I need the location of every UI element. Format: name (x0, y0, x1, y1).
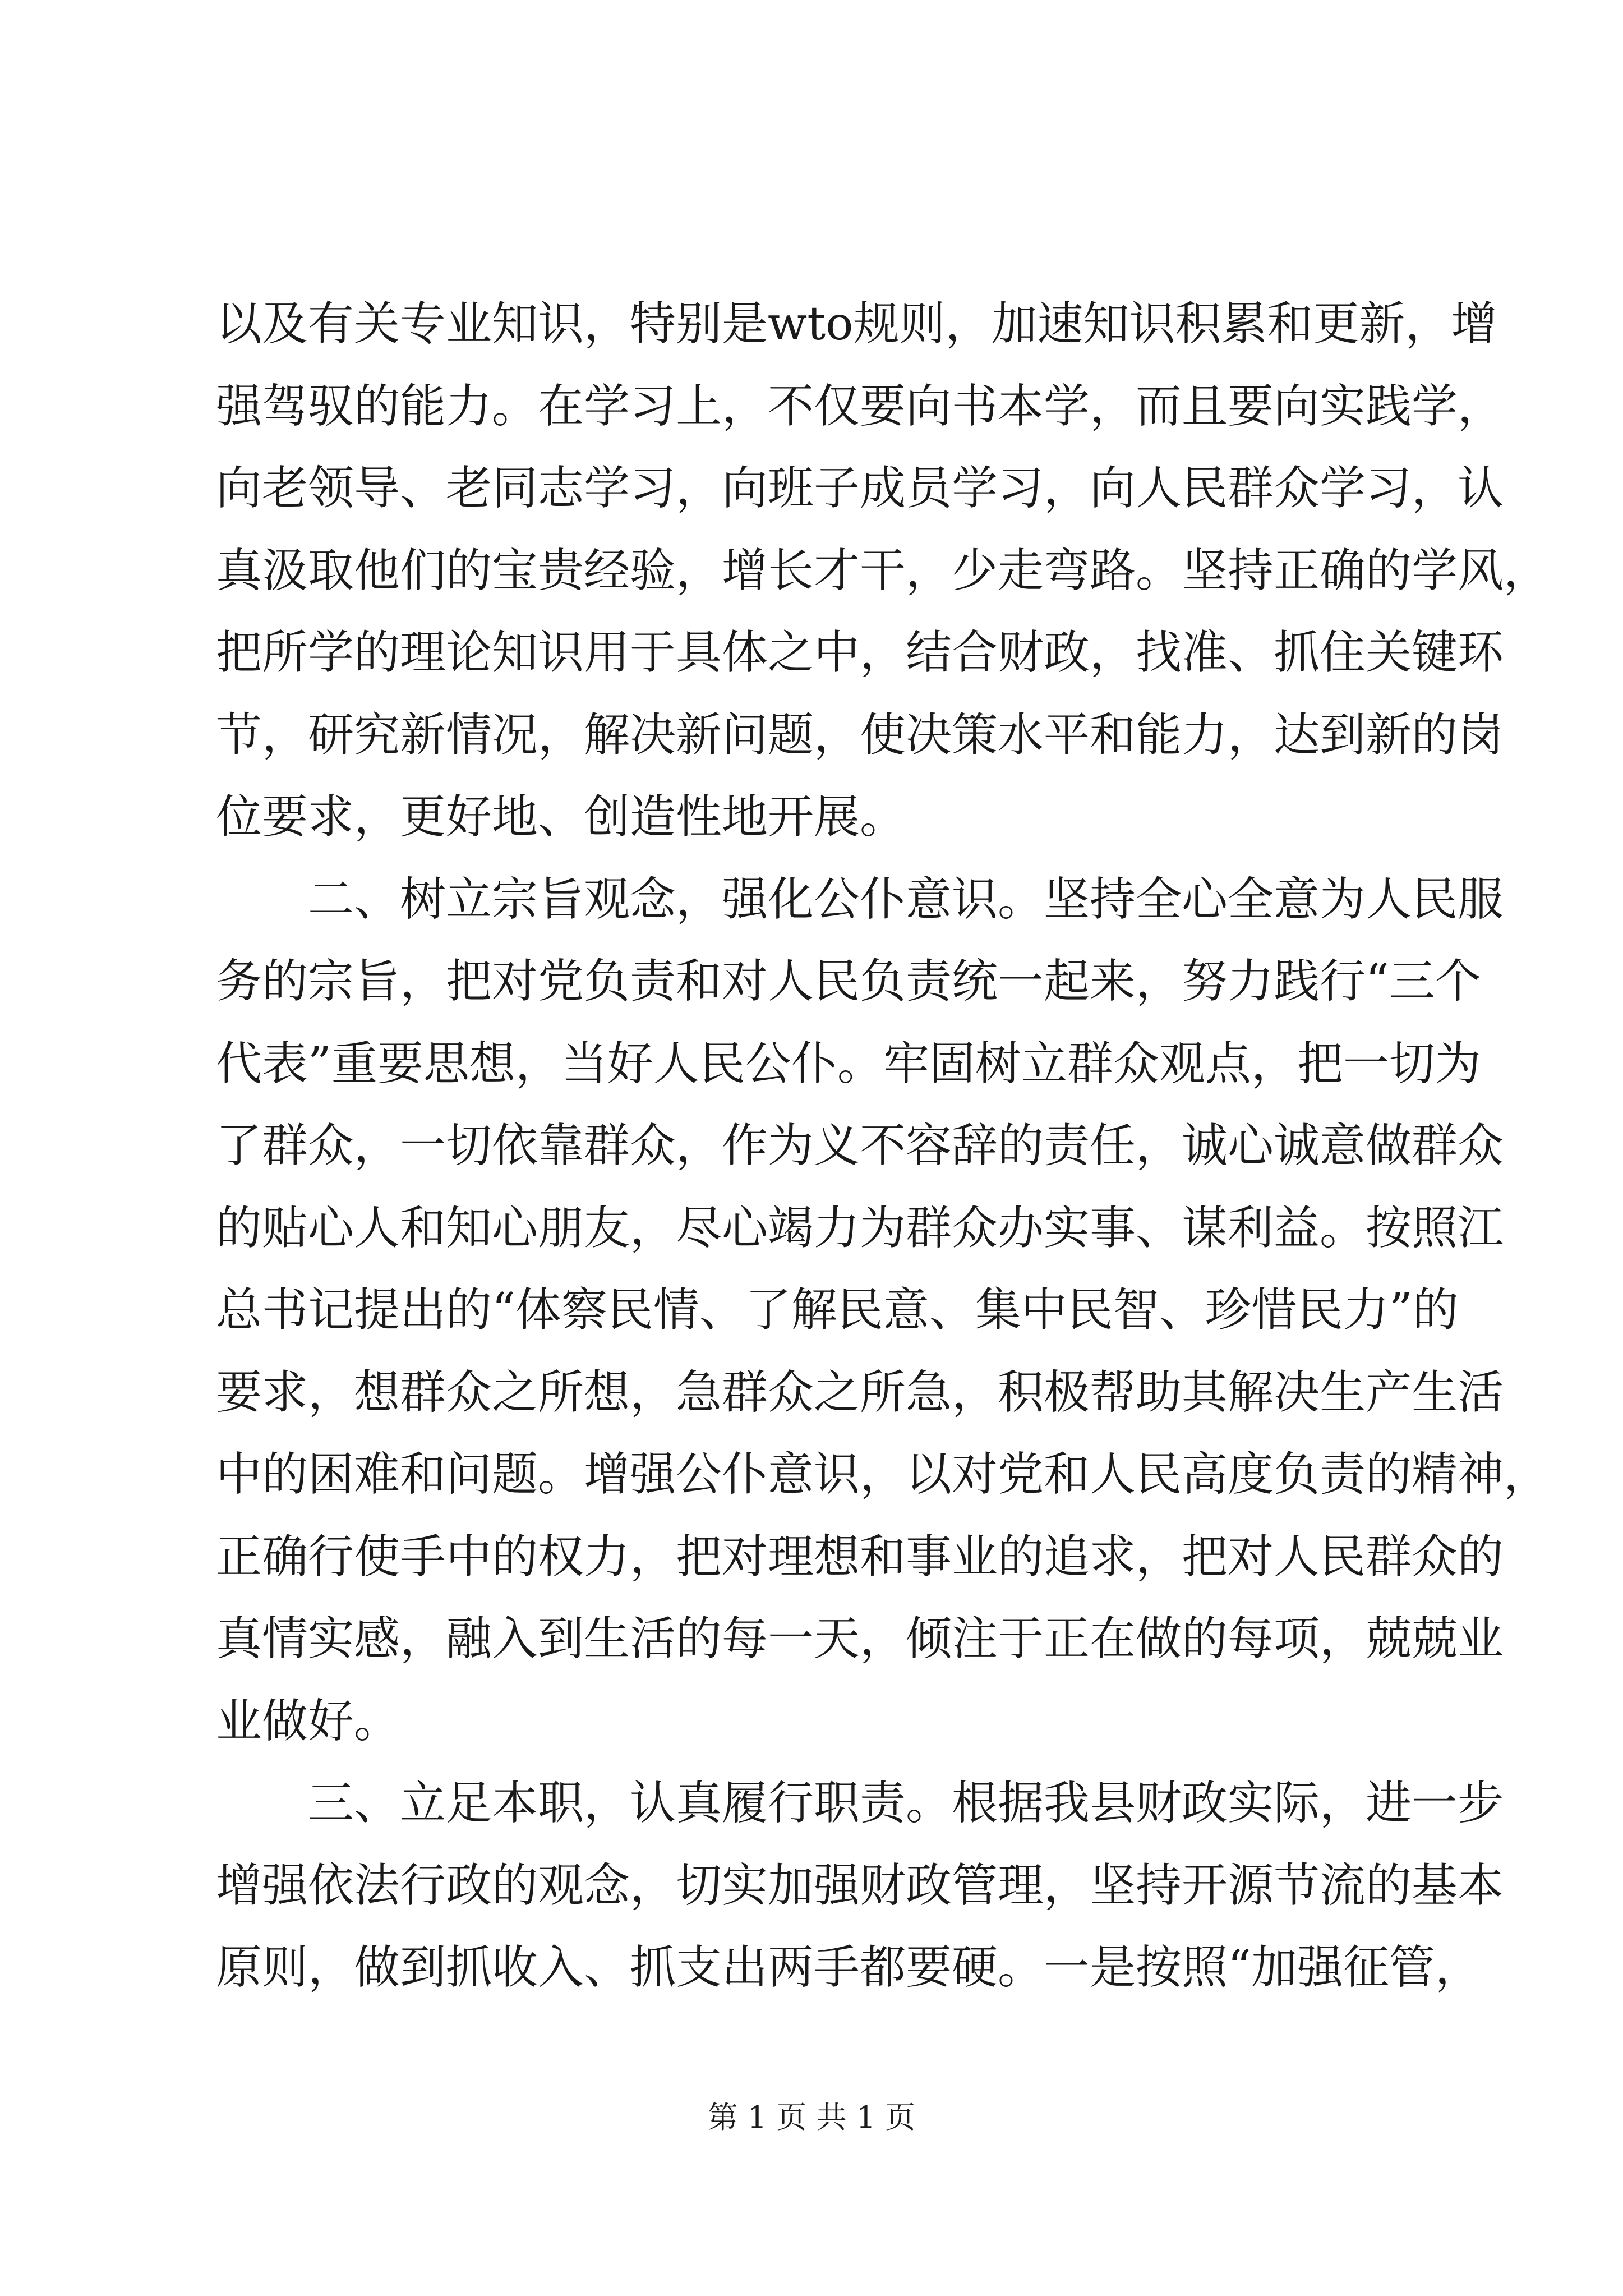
text-line: 要求，想群众之所想，急群众之所急，积极帮助其解决生产生活 (216, 1365, 1504, 1419)
text-line: 以及有关专业知识，特别是wto规则，加速知识积累和更新，增 (216, 297, 1497, 351)
text-line: 位要求，更好地、创造性地开展。 (216, 790, 906, 844)
text-line: 节，研究新情况，解决新问题，使决策水平和能力，达到新的岗 (216, 708, 1504, 762)
page-number-footer: 第 1 页 共 1 页 (707, 2100, 916, 2135)
text-line: 务的宗旨，把对党负责和对人民负责统一起来，努力践行“三个 (216, 955, 1481, 1008)
text-line: 代表”重要思想，当好人民公仆。牢固树立群众观点，把一切为 (216, 1037, 1481, 1091)
text-line: 原则，做到抓收入、抓支出两手都要硬。一是按照“加强征管， (216, 1941, 1481, 1994)
text-line: 真汲取他们的宝贵经验，增长才干，少走弯路。坚持正确的学风， (216, 544, 1550, 597)
text-line: 正确行使手中的权力，把对理想和事业的追求，把对人民群众的 (216, 1530, 1504, 1584)
paragraph-start-line: 三、立足本职，认真履行职责。根据我县财政实际，进一步 (308, 1777, 1504, 1830)
text-line: 中的困难和问题。增强公仆意识，以对党和人民高度负责的精神， (216, 1448, 1550, 1501)
paragraph-start-line: 二、树立宗旨观念，强化公仆意识。坚持全心全意为人民服 (308, 872, 1504, 926)
text-line: 业做好。 (216, 1694, 400, 1748)
text-line: 把所学的理论知识用于具体之中，结合财政，找准、抓住关键环 (216, 626, 1504, 679)
text-line: 增强依法行政的观念，切实加强财政管理，坚持开源节流的基本 (216, 1858, 1504, 1912)
text-line: 强驾驭的能力。在学习上，不仅要向书本学，而且要向实践学， (216, 379, 1504, 433)
text-line: 总书记提出的“体察民情、了解民意、集中民智、珍惜民力”的 (216, 1283, 1459, 1337)
text-line: 向老领导、老同志学习，向班子成员学习，向人民群众学习，认 (216, 462, 1504, 515)
text-line: 真情实感，融入到生活的每一天，倾注于正在做的每项，兢兢业 (216, 1612, 1504, 1665)
document-body (216, 283, 1550, 2009)
text-line: 了群众，一切依靠群众，作为义不容辞的责任，诚心诚意做群众 (216, 1119, 1504, 1172)
text-line: 的贴心人和知心朋友，尽心竭力为群众办实事、谋利益。按照江 (216, 1201, 1504, 1255)
